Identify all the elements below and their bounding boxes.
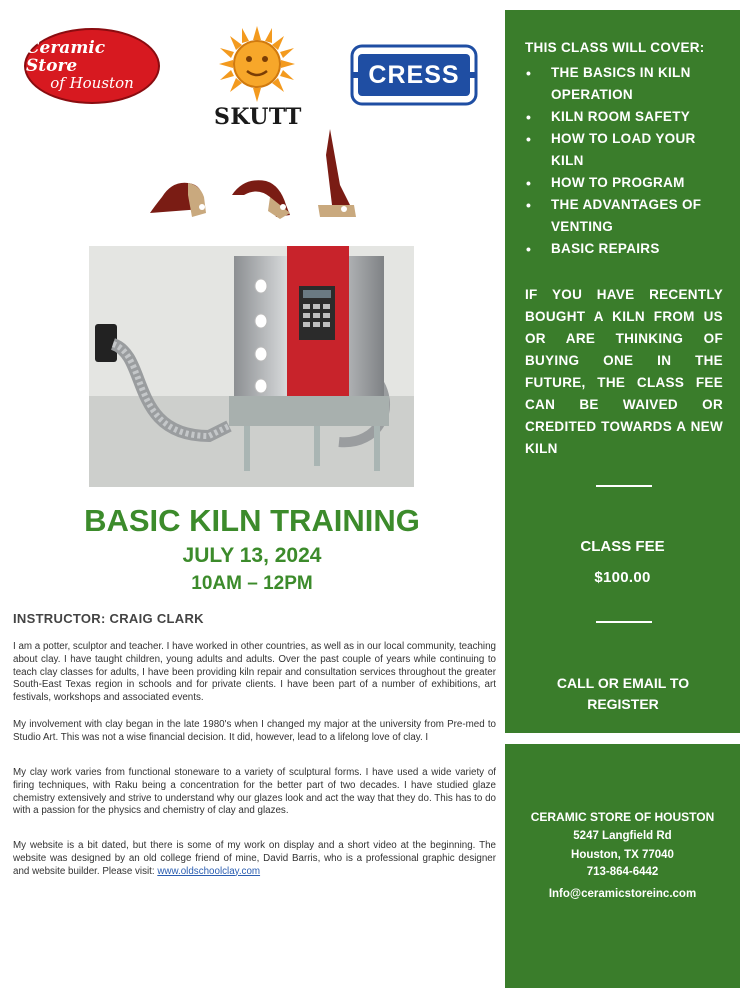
contact-store-name: CERAMIC STORE OF HOUSTON (530, 810, 715, 824)
pyrometric-cones-illustration (140, 125, 370, 225)
bent-cone-2 (232, 180, 290, 219)
bent-cone-1 (150, 183, 206, 217)
cress-wordmark: CRESS (368, 60, 460, 89)
topic-item: • KILN ROOM SAFETY (524, 106, 724, 128)
event-time: 10AM – 12PM (191, 573, 313, 594)
topic-item: • HOW TO LOAD YOUR KILN (524, 128, 724, 172)
class-fee-label: CLASS FEE (580, 538, 665, 555)
topic-item: • HOW TO PROGRAM (524, 172, 724, 194)
event-title: BASIC KILN TRAINING (84, 503, 420, 538)
instructor-bio-paragraph-2: My involvement with clay began in the late 1980's when I changed my major at the university from Pre-med to Studio Art. This was not a wise financial decision. It did, however, lead to a lifelong love of clay. I (13, 719, 496, 743)
skutt-logo (214, 24, 300, 128)
divider (596, 485, 652, 487)
divider (596, 621, 652, 623)
event-date: JULY 13, 2024 (182, 544, 322, 567)
ceramic-store-logo-line2: of Houston (50, 73, 134, 92)
class-cover-heading: THIS CLASS WILL COVER: (525, 40, 705, 55)
contact-email-link[interactable]: Info@ceramicstoreinc.com (548, 888, 697, 900)
instructor-heading: INSTRUCTOR: CRAIG CLARK (13, 611, 204, 626)
ceramic-store-logo (24, 28, 160, 104)
standing-cone (318, 129, 356, 217)
register-call-to-action: CALL OR EMAIL TO REGISTER (556, 675, 690, 712)
ceramic-store-logo-line1: Ceramic Store (26, 38, 106, 77)
fee-waiver-note: IF YOU HAVE RECENTLY BOUGHT A KILN FROM US OR ARE THINKING OF BUYING ONE IN THE FUTURE, THE CLASS FEE CAN BE WAIVED OR CREDITED TOWARDS A NEW KILN (525, 287, 723, 456)
instructor-bio-paragraph-3: My clay work varies from functional stoneware to a variety of sculptural forms. I have used a wide variety of firing techniques, with Raku being a concentration for the better part of two decades. I have studied glaze chemistry extensively and strive to understand why our glazes look and act the way that they do. This has to do with a passion for the physics and chemistry of clay and glazes. (13, 767, 496, 817)
contact-street: 5247 Langfield Rd (573, 830, 672, 842)
topic-item: • THE BASICS IN KILN OPERATION (524, 62, 724, 106)
electric-kiln-photo (89, 246, 414, 487)
instructor-bio-paragraph-1: I am a potter, sculptor and teacher. I have worked in other countries, as well as in our local community, teaching about clay. I have taught children, young adults and adults. Over the past couple of years while continuing to teach clay classes for adults, I have been providing kiln repair and consultation services throughout the greater South-East Texas region in schools and for private clients. I have been part of a number of exhibitions, art festivals, workshops and associated events. (13, 641, 496, 704)
instructor-website-link[interactable]: www.oldschoolclay.com (157, 865, 261, 877)
topic-item: • BASIC REPAIRS (524, 238, 724, 260)
class-topics-list (524, 62, 724, 260)
cress-logo (350, 44, 478, 106)
instructor-bio-paragraph-4-text: My website is a bit dated, but there is some of my work on display and a short video at the beginning. The website was designed by an old college friend of mine, David Barris, who is a professional graphic designer and website builder. Please visit: (13, 840, 496, 877)
class-fee-value: $100.00 (594, 569, 651, 586)
sun-face-icon (214, 24, 300, 104)
topic-item: • THE ADVANTAGES OF VENTING (524, 194, 724, 238)
contact-city: Houston, TX 77040 (571, 849, 674, 861)
instructor-bio-paragraph-4 (13, 840, 496, 878)
skutt-wordmark: SKUTT (214, 104, 302, 130)
contact-phone: 713-864-6442 (586, 866, 659, 878)
